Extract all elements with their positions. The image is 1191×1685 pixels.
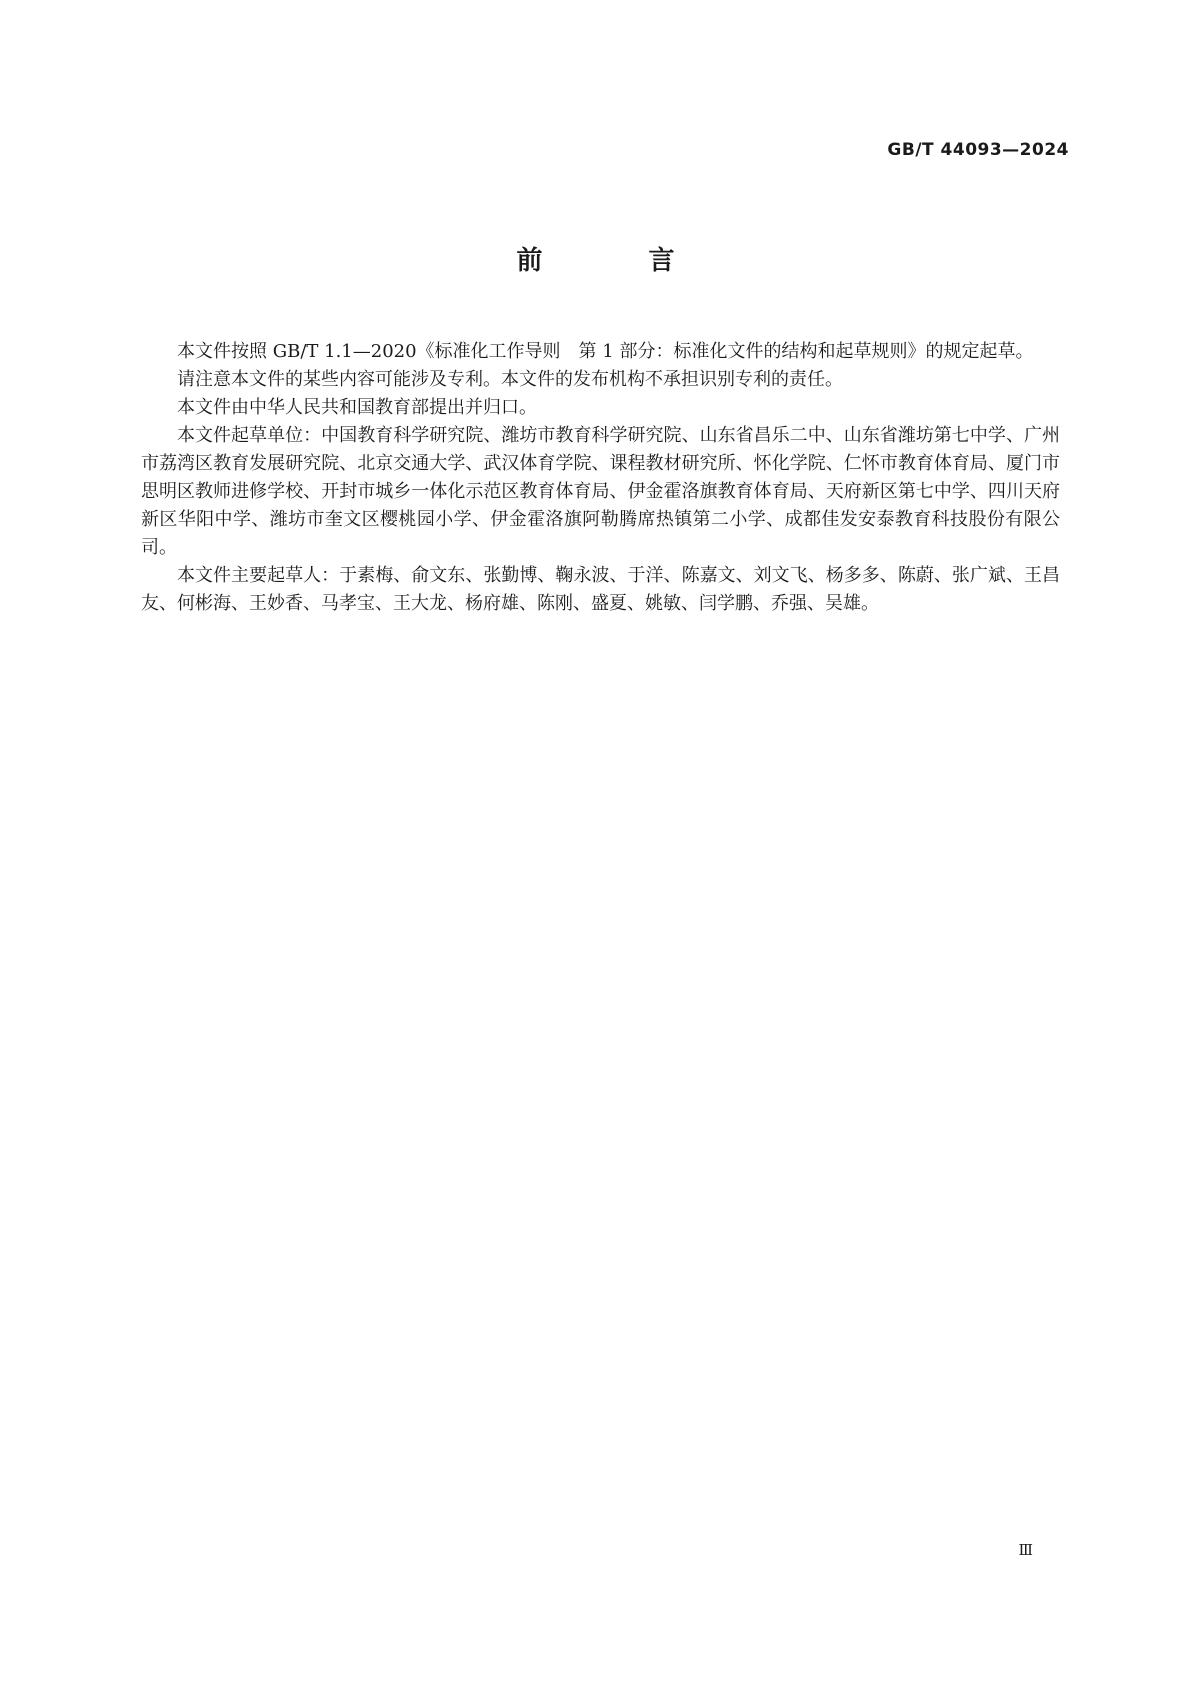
page-title: 前 言: [516, 246, 715, 276]
paragraph-drafting-units: 本文件起草单位：中国教育科学研究院、潍坊市教育科学研究院、山东省昌乐二中、山东省潍坊第七中学、广州市荔湾区教育发展研究院、北京交通大学、武汉体育学院、课程教材研究所、怀化学院、仁怀市教育体育局、厦门市思明区教师进修学校、开封市城乡一体化示范区教育体育局、伊金霍洛旗教育体育局、天府新区第七中学、四川天府新区华阳中学、潍坊市奎文区樱桃园小学、伊金霍洛旗阿勒腾席热镇第二小学、成都佳发安泰教育科技股份有限公司。: [141, 425, 1060, 558]
preface-body: [141, 338, 1060, 618]
paragraph-drafters: 本文件主要起草人：于素梅、俞文东、张勤博、鞠永波、于洋、陈嘉文、刘文飞、杨多多、陈蔚、张广斌、王昌友、何彬海、王妙香、马孝宝、王大龙、杨府雄、陈刚、盛夏、姚敏、闫学鹏、乔强、吴雄。: [141, 565, 1060, 614]
page-number: Ⅲ: [1018, 1541, 1033, 1559]
paragraph-patent-notice: 请注意本文件的某些内容可能涉及专利。本文件的发布机构不承担识别专利的责任。: [177, 369, 843, 390]
paragraph-drafting-rules: 本文件按照 GB/T 1.1—2020《标准化工作导则 第 1 部分：标准化文件的结构和起草规则》的规定起草。: [177, 341, 1034, 362]
paragraph-proposer: 本文件由中华人民共和国教育部提出并归口。: [177, 397, 537, 418]
standard-number: GB/T 44093—2024: [887, 140, 1069, 160]
